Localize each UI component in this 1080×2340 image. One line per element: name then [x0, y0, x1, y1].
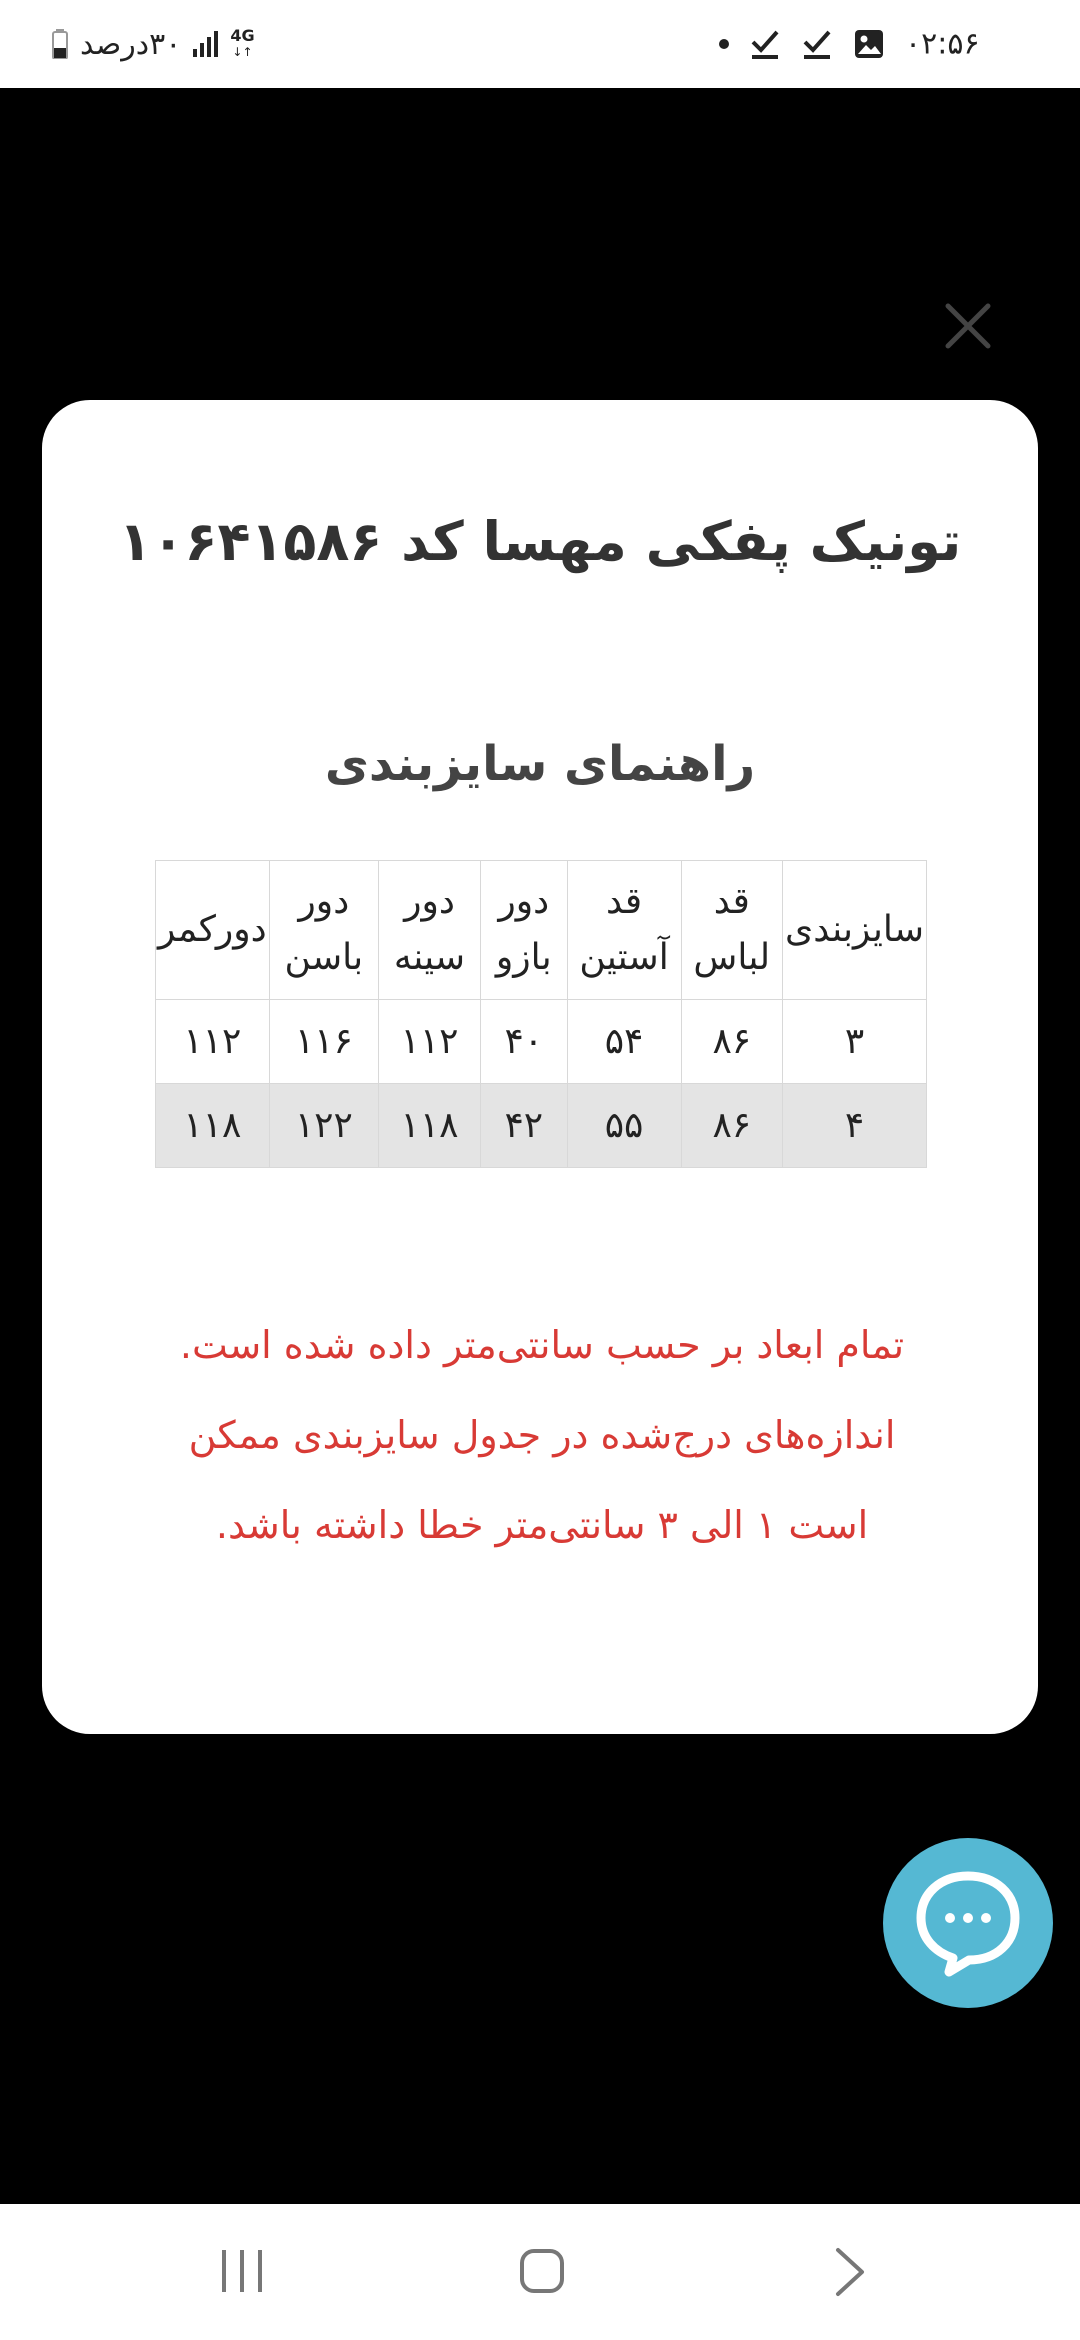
network-label: 4G — [230, 26, 255, 45]
table-cell: ۱۱۶ — [269, 1000, 378, 1084]
home-button[interactable] — [502, 2244, 582, 2300]
network-type: 4G ↓↑ — [230, 26, 255, 59]
table-row — [156, 1000, 927, 1084]
dot-icon — [719, 39, 729, 49]
status-bar — [0, 0, 1080, 88]
battery-percent: ۳۰درصد — [80, 26, 182, 62]
table-row — [156, 1084, 927, 1168]
table-cell: ۱۱۲ — [156, 1000, 270, 1084]
table-cell: ۴۲ — [481, 1084, 568, 1168]
table-cell: ۱۱۸ — [156, 1084, 270, 1168]
chat-button[interactable] — [883, 1838, 1053, 2008]
table-header-cell: دور بازو — [481, 861, 568, 1000]
table-cell: ۴ — [783, 1084, 927, 1168]
table-cell: ۴۰ — [481, 1000, 568, 1084]
recents-icon — [202, 2244, 282, 2300]
table-header-cell: دورکمر — [156, 861, 270, 1000]
check-icon — [749, 28, 781, 60]
table-cell: ۸۶ — [681, 1000, 782, 1084]
product-title: تونیک پفکی مهسا کد ۱۰۶۴۱۵۸۶ — [118, 510, 962, 573]
table-cell: ۵۴ — [567, 1000, 681, 1084]
note-line: اندازه‌های درج‌شده در جدول سایزبندی ممکن — [188, 1413, 896, 1457]
navigation-bar — [0, 2204, 1080, 2340]
table-cell: ۱۱۲ — [379, 1000, 481, 1084]
size-guide-modal — [42, 400, 1038, 1734]
table-header-cell: دور سینه — [379, 861, 481, 1000]
chat-icon — [913, 1868, 1023, 1978]
table-header-row — [156, 861, 927, 1000]
close-button[interactable] — [942, 300, 994, 352]
status-left-group — [52, 26, 255, 62]
clock: ۰۲:۵۶ — [905, 26, 980, 62]
table-cell: ۱۲۲ — [269, 1084, 378, 1168]
table-header-cell: دور باسن — [269, 861, 378, 1000]
battery-icon — [52, 29, 68, 59]
note-line: است ۱ الی ۳ سانتی‌متر خطا داشته باشد. — [215, 1503, 869, 1547]
size-guide-title: راهنمای سایزبندی — [324, 736, 756, 792]
image-icon — [853, 28, 885, 60]
size-note — [142, 1300, 942, 1570]
close-icon — [942, 300, 994, 352]
signal-icon — [193, 31, 218, 57]
table-cell: ۱۱۸ — [379, 1084, 481, 1168]
table-cell: ۵۵ — [567, 1084, 681, 1168]
table-header-cell: قد آستین — [567, 861, 681, 1000]
back-button[interactable] — [806, 2244, 886, 2300]
table-header-cell: سایزبندی — [783, 861, 927, 1000]
table-header-cell: قد لباس — [681, 861, 782, 1000]
recents-button[interactable] — [202, 2244, 282, 2300]
table-cell: ۸۶ — [681, 1084, 782, 1168]
size-table — [155, 860, 927, 1168]
status-right-group — [719, 26, 885, 62]
home-icon — [502, 2244, 582, 2300]
check-icon — [801, 28, 833, 60]
note-line: تمام ابعاد بر حسب سانتی‌متر داده شده است. — [179, 1323, 905, 1367]
back-icon — [806, 2244, 886, 2300]
table-cell: ۳ — [783, 1000, 927, 1084]
